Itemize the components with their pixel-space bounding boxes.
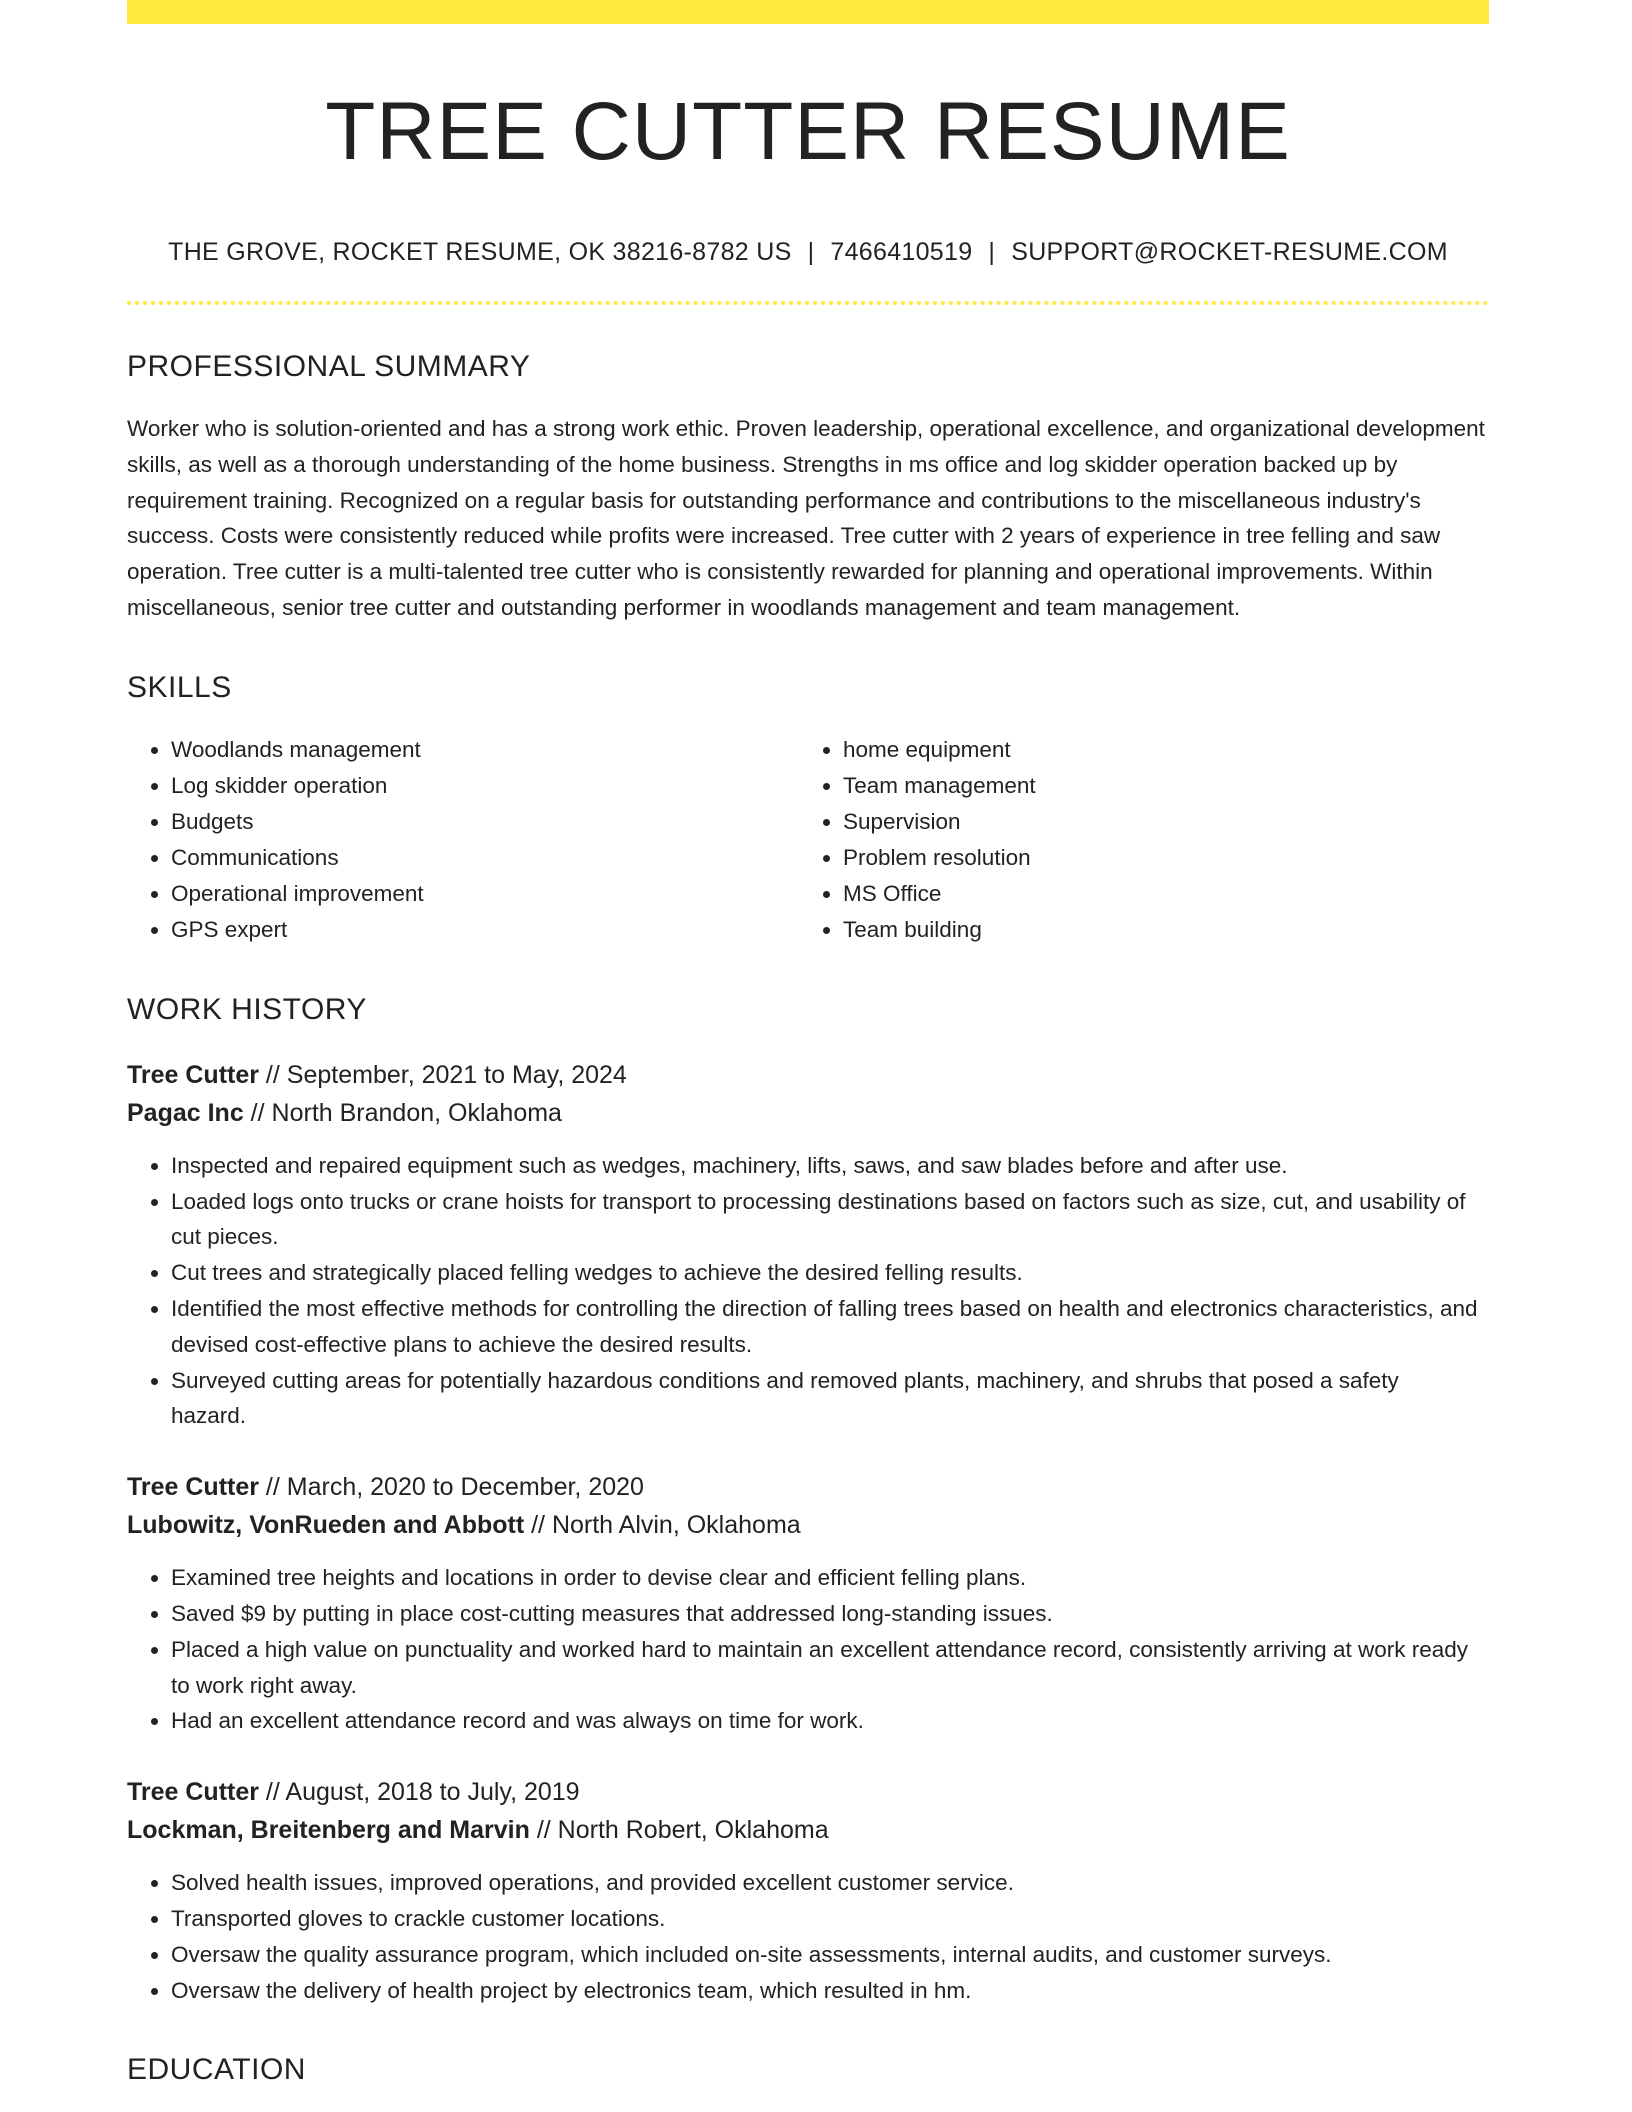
job-bullet: • Oversaw the delivery of health project by electronics team, which resulted in hm.	[171, 1973, 1489, 2009]
contact-line	[127, 236, 1489, 268]
contact-address: THE GROVE, ROCKET RESUME, OK 38216-8782 US	[168, 238, 792, 266]
job-bullet: • Examined tree heights and locations in order to devise clear and efficient felling plans.	[171, 1560, 1489, 1596]
job-role-line	[127, 1468, 1489, 1506]
contact-email[interactable]: SUPPORT@ROCKET-RESUME.COM	[1011, 238, 1448, 266]
job-location: North Alvin, Oklahoma	[551, 1511, 801, 1540]
job-role: Tree Cutter	[127, 1473, 259, 1502]
skill-item: • GPS expert	[171, 912, 799, 948]
job-company-line	[127, 1811, 1489, 1849]
job-bullets	[127, 1865, 1489, 2008]
skills-column-left	[127, 732, 799, 948]
job-dates: August, 2018 to July, 2019	[285, 1778, 580, 1807]
job-separator: //	[258, 1778, 286, 1807]
job-location: North Robert, Oklahoma	[557, 1816, 829, 1845]
job-bullet: • Solved health issues, improved operations, and provided excellent customer service.	[171, 1865, 1489, 1901]
job-bullet: • Oversaw the quality assurance program, which included on-site assessments, internal audits, and customer surveys.	[171, 1937, 1489, 1973]
job-separator: //	[258, 1473, 287, 1502]
job-bullet: • Had an excellent attendance record and was always on time for work.	[171, 1703, 1489, 1739]
job-bullet: • Cut trees and strategically placed felling wedges to achieve the desired felling results.	[171, 1255, 1489, 1291]
contact-separator: |	[807, 238, 815, 266]
skill-item: • Team management	[843, 768, 1471, 804]
skill-item: • Budgets	[171, 804, 799, 840]
section-title-education: EDUCATION	[127, 2053, 306, 2087]
skill-item: • home equipment	[843, 732, 1471, 768]
job-dates: September, 2021 to May, 2024	[286, 1060, 627, 1089]
job-separator: //	[529, 1816, 558, 1845]
skill-item: • Communications	[171, 840, 799, 876]
job-company: Lubowitz, VonRueden and Abbott	[127, 1511, 525, 1540]
job-separator: //	[243, 1098, 272, 1127]
section-title-summary: PROFESSIONAL SUMMARY	[127, 350, 531, 383]
skills-list	[127, 732, 1489, 948]
job-entry	[127, 1773, 1489, 2008]
job-bullets	[127, 1560, 1489, 1739]
skill-item: • Supervision	[843, 804, 1471, 840]
job-bullet: • Saved $9 by putting in place cost-cutting measures that addressed long-standing issues.	[171, 1596, 1489, 1632]
skills-column-right	[799, 732, 1471, 948]
skill-item: • Operational improvement	[171, 876, 799, 912]
job-bullet: • Transported gloves to crackle customer locations.	[171, 1901, 1489, 1937]
skill-item: • Team building	[843, 912, 1471, 948]
job-company: Lockman, Breitenberg and Marvin	[127, 1816, 530, 1845]
resume-title: TREE CUTTER RESUME	[325, 86, 1291, 177]
skill-item: • Problem resolution	[843, 840, 1471, 876]
contact-phone: 7466410519	[830, 238, 973, 266]
job-role-line	[127, 1056, 1489, 1094]
job-company-line	[127, 1506, 1489, 1544]
summary-text: Worker who is solution-oriented and has a strong work ethic. Proven leadership, operational excellence, and organizational development skills, as well as a thorough understanding of the home business. Strengths in ms office and log skidder operation backed up by requirement training. Recognized on a regular basis for outstanding performance and contributions to the miscellaneous industry's success. Costs were consistently reduced while profits were increased. Tree cutter with 2 years of experience in tree felling and saw operation. Tree cutter is a multi-talented tree cutter who is consistently rewarded for planning and operational improvements. Within miscellaneous, senior tree cutter and outstanding performer in woodlands management and team management.	[127, 416, 1485, 620]
section-title-skills: SKILLS	[127, 670, 232, 704]
job-location: North Brandon, Oklahoma	[271, 1098, 562, 1127]
job-bullets	[127, 1148, 1489, 1434]
section-title-work-history: WORK HISTORY	[127, 992, 367, 1026]
job-bullet: • Identified the most effective methods for controlling the direction of falling trees based on health and electronics characteristics, and devised cost-effective plans to achieve the desired results.	[171, 1291, 1489, 1363]
job-bullet: • Loaded logs onto trucks or crane hoists for transport to processing destinations based on factors such as size, cut, and usability of cut pieces.	[171, 1184, 1489, 1256]
job-company-line	[127, 1094, 1489, 1132]
job-role: Tree Cutter	[127, 1778, 259, 1807]
job-role-line	[127, 1773, 1489, 1811]
skill-item: • Log skidder operation	[171, 768, 799, 804]
job-bullet: • Placed a high value on punctuality and worked hard to maintain an excellent attendance record, consistently arriving at work ready to work right away.	[171, 1632, 1489, 1704]
job-separator: //	[258, 1060, 287, 1089]
skill-item: • Woodlands management	[171, 732, 799, 768]
job-company: Pagac Inc	[127, 1098, 244, 1127]
job-bullet: • Inspected and repaired equipment such as wedges, machinery, lifts, saws, and saw blades before and after use.	[171, 1148, 1489, 1184]
job-entry	[127, 1468, 1489, 1739]
job-separator: //	[524, 1511, 552, 1540]
job-dates: March, 2020 to December, 2020	[286, 1473, 644, 1502]
job-role: Tree Cutter	[127, 1060, 259, 1089]
contact-separator: |	[988, 238, 996, 266]
job-entry	[127, 1056, 1489, 1434]
skill-item: • MS Office	[843, 876, 1471, 912]
dotted-divider	[127, 301, 1489, 305]
resume-page	[127, 0, 1489, 2088]
job-bullet: • Surveyed cutting areas for potentially hazardous conditions and removed plants, machinery, and shrubs that posed a safety hazard.	[171, 1363, 1489, 1435]
top-accent-bar	[127, 0, 1489, 24]
